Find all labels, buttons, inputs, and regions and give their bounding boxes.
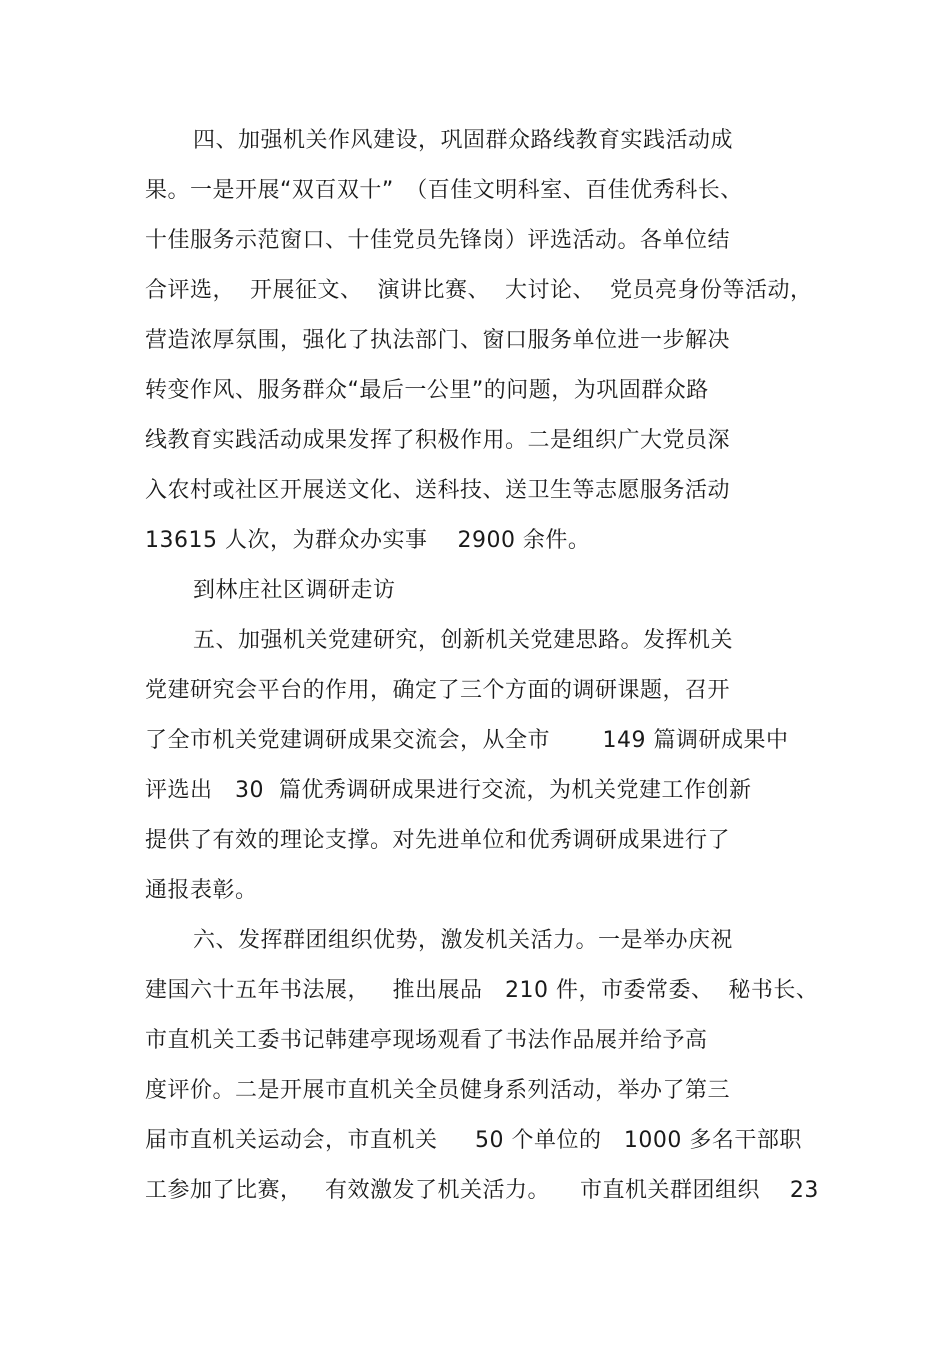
- image-caption: 到林庄社区调研走访: [193, 578, 396, 603]
- text-line: 转变作风、服务群众“最后一公里”的问题，为巩固群众路: [145, 378, 709, 403]
- text-line: 工参加了比赛， 有效激发了机关活力。 市直机关群团组织 23: [145, 1178, 819, 1203]
- text-line: 建国六十五年书法展， 推出展品 210 件，市委常委、 秘书长、: [145, 978, 819, 1003]
- text-line: 营造浓厚氛围，强化了执法部门、窗口服务单位进一步解决: [145, 328, 731, 353]
- text-line: 了全市机关党建调研成果交流会，从全市 149 篇调研成果中: [145, 728, 789, 753]
- text-line: 13615 人次，为群众办实事 2900 余件。: [145, 528, 591, 553]
- text-line: 党建研究会平台的作用，确定了三个方面的调研课题，召开: [145, 678, 731, 703]
- text-line: 提供了有效的理论支撑。对先进单位和优秀调研成果进行了: [145, 828, 731, 853]
- text-line: 线教育实践活动成果发挥了积极作用。二是组织广大党员深: [145, 428, 731, 453]
- text-line: 市直机关工委书记韩建亭现场观看了书法作品展并给予高: [145, 1028, 708, 1053]
- text-line: 通报表彰。: [145, 878, 258, 903]
- text-line: 评选出 30 篇优秀调研成果进行交流，为机关党建工作创新: [145, 778, 752, 803]
- paragraph-4-heading-line: 四、加强机关作风建设，巩固群众路线教育实践活动成: [193, 128, 734, 153]
- text-line: 入农村或社区开展送文化、送科技、送卫生等志愿服务活动: [145, 478, 731, 503]
- paragraph-6-heading-line: 六、发挥群团组织优势，激发机关活力。一是举办庆祝: [193, 928, 734, 953]
- text-line: 合评选， 开展征文、 演讲比赛、 大讨论、 党员亮身份等活动，: [145, 278, 813, 303]
- text-line: 届市直机关运动会，市直机关 50 个单位的 1000 多名干部职: [145, 1128, 802, 1153]
- text-line: 度评价。二是开展市直机关全员健身系列活动，举办了第三: [145, 1078, 731, 1103]
- paragraph-5-heading-line: 五、加强机关党建研究，创新机关党建思路。发挥机关: [193, 628, 734, 653]
- text-line: 果。一是开展“双百双十” （百佳文明科室、百佳优秀科长、: [145, 178, 743, 203]
- text-line: 十佳服务示范窗口、十佳党员先锋岗）评选活动。各单位结: [145, 228, 731, 253]
